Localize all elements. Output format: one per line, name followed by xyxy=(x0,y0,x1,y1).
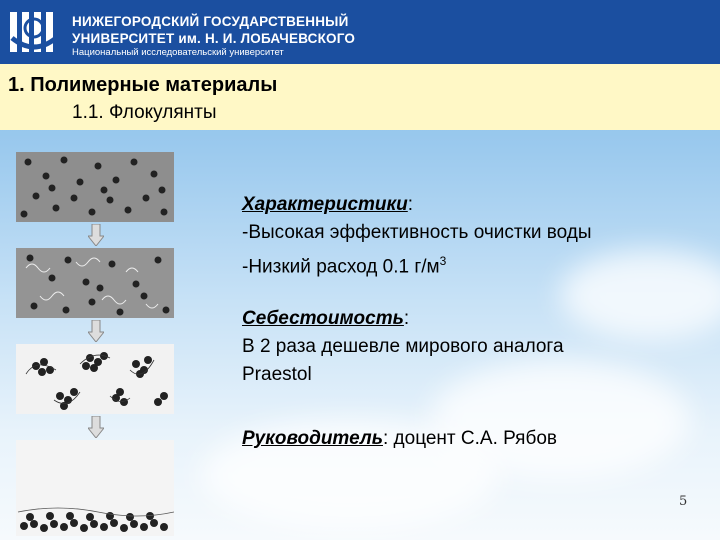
down-arrow-icon xyxy=(88,416,104,438)
cost-line: В 2 раза дешевле мирового аналога xyxy=(242,336,564,357)
characteristics-heading: Характеристики xyxy=(242,194,408,215)
particles-with-polymer-graphic xyxy=(16,248,174,318)
characteristic-item: -Высокая эффективность очистки воды xyxy=(242,222,592,243)
cost-line: Praestol xyxy=(242,364,312,385)
slide-title: 1. Полимерные материалы xyxy=(8,74,278,96)
supervisor-block xyxy=(242,426,557,452)
university-logo-icon xyxy=(8,8,60,58)
supervisor-value: : доцент С.А. Рябов xyxy=(382,428,558,449)
stage-sedimentation xyxy=(16,440,174,536)
characteristic-item-consumption xyxy=(242,248,446,280)
characteristic-item: -Низкий расход 0.1 г/м xyxy=(242,256,440,278)
flocs-graphic xyxy=(16,344,174,414)
university-name-line3: Национальный исследовательский университет xyxy=(72,47,284,58)
university-name-line1: НИЖЕГОРОДСКИЙ ГОСУДАРСТВЕННЫЙ xyxy=(72,14,349,29)
university-name-line2: УНИВЕРСИТЕТ им. Н. И. ЛОБАЧЕВСКОГО xyxy=(72,31,356,46)
stage-floc-formation xyxy=(16,344,174,414)
header-bar xyxy=(0,0,720,64)
page-number: 5 xyxy=(679,494,688,509)
down-arrow-icon xyxy=(88,224,104,246)
supervisor-heading: Руководитель xyxy=(242,428,383,449)
down-arrow-icon xyxy=(88,320,104,342)
cloud xyxy=(560,250,720,340)
stage-polymer-added xyxy=(16,248,174,318)
colon: : xyxy=(407,194,414,215)
stage-dispersed-particles xyxy=(16,152,174,222)
sediment-graphic xyxy=(16,440,174,536)
unit-superscript: 3 xyxy=(439,254,447,268)
particles-graphic xyxy=(16,152,174,222)
slide-subtitle: 1.1. Флокулянты xyxy=(72,102,217,123)
colon: : xyxy=(403,308,410,329)
flocculation-illustration xyxy=(16,152,174,536)
title-band xyxy=(0,64,720,130)
cost-block xyxy=(242,306,409,332)
characteristics-block xyxy=(242,192,413,218)
cost-heading: Себестоимость xyxy=(242,308,404,329)
